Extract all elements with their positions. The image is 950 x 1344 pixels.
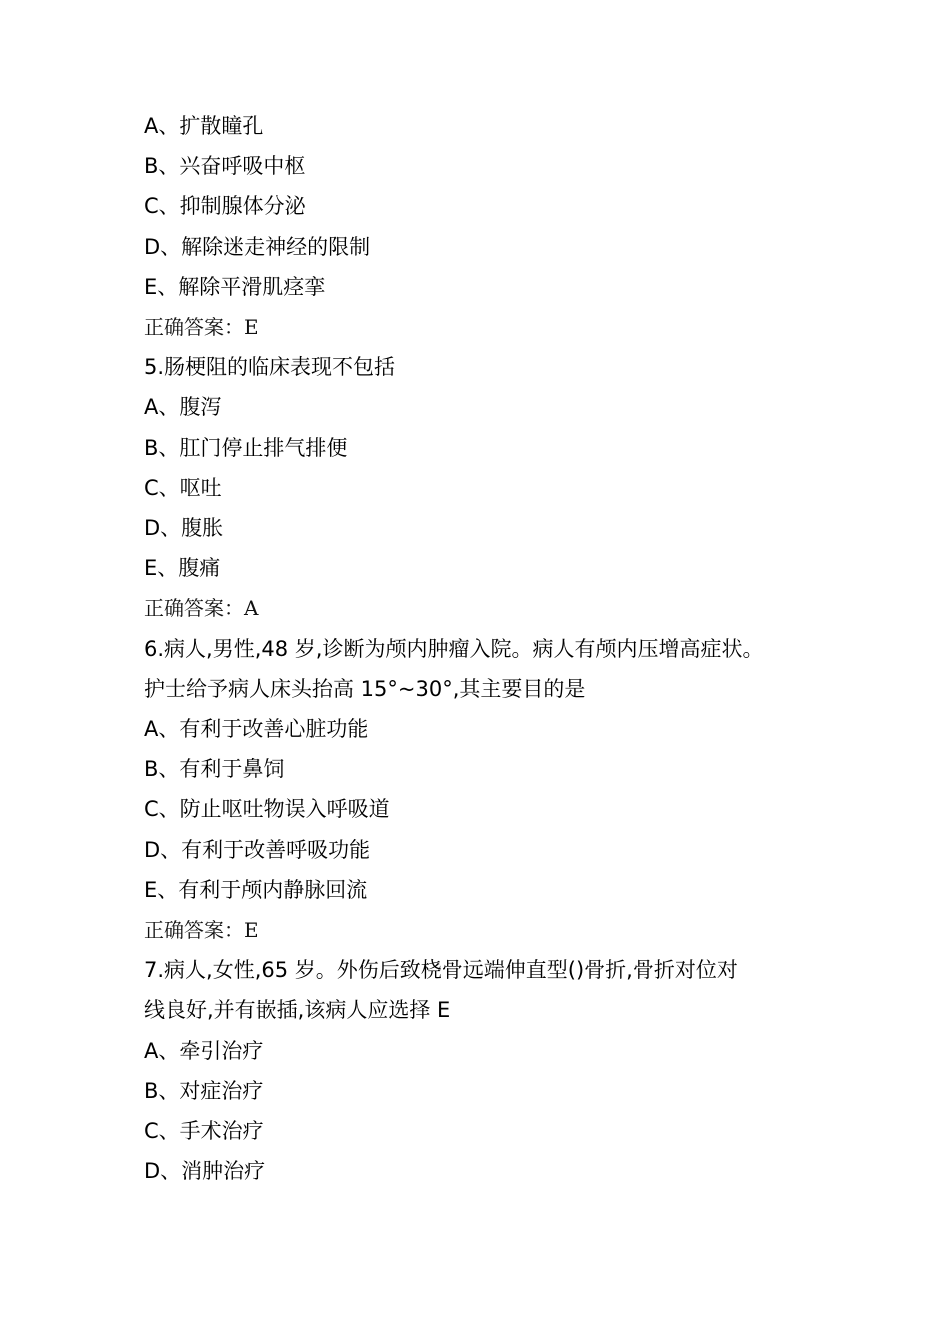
option-line: D、消肿治疗	[144, 1159, 266, 1183]
option-line: B、对症治疗	[144, 1079, 264, 1103]
option-line: A、腹泻	[144, 395, 222, 419]
option-line: A、扩散瞳孔	[144, 114, 264, 138]
option-line: C、防止呕吐物误入呼吸道	[144, 797, 390, 821]
option-line: B、肛门停止排气排便	[144, 436, 348, 460]
answer-line: 正确答案：E	[144, 315, 259, 339]
question-line: 5.肠梗阻的临床表现不包括	[144, 355, 396, 379]
question-line: 6.病人,男性,48 岁,诊断为颅内肿瘤入院。病人有颅内压增高症状。	[144, 637, 764, 661]
option-line: D、腹胀	[144, 516, 224, 540]
option-line: A、有利于改善心脏功能	[144, 717, 369, 741]
option-line: E、腹痛	[144, 556, 221, 580]
question-line: 线良好,并有嵌插,该病人应选择 E	[144, 998, 451, 1022]
option-line: B、有利于鼻饲	[144, 757, 285, 781]
answer-line: 正确答案：A	[144, 596, 259, 620]
answer-line: 正确答案：E	[144, 918, 259, 942]
question-line: 护士给予病人床头抬高 15°~30°,其主要目的是	[144, 677, 586, 701]
question-line: 7.病人,女性,65 岁。外伤后致桡骨远端伸直型()骨折,骨折对位对	[144, 958, 738, 982]
option-line: C、手术治疗	[144, 1119, 264, 1143]
option-line: D、有利于改善呼吸功能	[144, 838, 371, 862]
option-line: E、有利于颅内静脉回流	[144, 878, 368, 902]
option-line: B、兴奋呼吸中枢	[144, 154, 306, 178]
option-line: D、解除迷走神经的限制	[144, 235, 371, 259]
option-line: C、抑制腺体分泌	[144, 194, 306, 218]
option-line: E、解除平滑肌痉挛	[144, 275, 326, 299]
option-line: C、呕吐	[144, 476, 222, 500]
option-line: A、牵引治疗	[144, 1039, 264, 1063]
